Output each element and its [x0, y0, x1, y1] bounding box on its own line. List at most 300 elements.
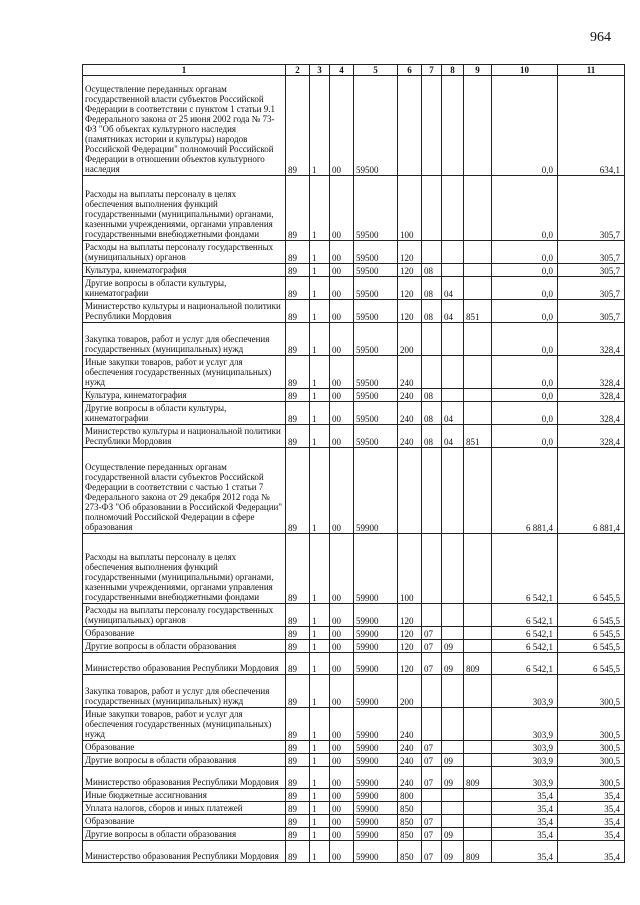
cell-col5: 59900 [354, 754, 398, 767]
cell-col5: 59500 [354, 425, 398, 448]
cell-col8: 09 [442, 828, 464, 841]
cell-col9: 809 [464, 841, 492, 863]
header-cell: 6 [398, 65, 422, 76]
cell-col5: 59900 [354, 534, 398, 604]
cell-col7 [422, 604, 442, 627]
cell-col2: 89 [286, 604, 310, 627]
cell-col5: 59500 [354, 264, 398, 277]
header-cell: 7 [422, 65, 442, 76]
cell-col2: 89 [286, 815, 310, 828]
cell-col7 [422, 356, 442, 389]
cell-col7 [422, 675, 442, 708]
row-name: Другие вопросы в области образования [83, 754, 286, 767]
cell-col4: 00 [330, 300, 354, 323]
cell-value-col11: 6 545,5 [558, 534, 625, 604]
cell-col4: 00 [330, 323, 354, 356]
cell-value-col11: 305,7 [558, 277, 625, 300]
cell-value-col11: 328,4 [558, 323, 625, 356]
row-name: Образование [83, 815, 286, 828]
cell-col7: 07 [422, 653, 442, 675]
cell-col7: 08 [422, 402, 442, 425]
cell-col8 [442, 802, 464, 815]
cell-value-col10: 35,4 [492, 828, 558, 841]
cell-col3: 1 [310, 402, 330, 425]
cell-col5: 59900 [354, 640, 398, 653]
cell-col9 [464, 448, 492, 534]
cell-col7: 08 [422, 277, 442, 300]
cell-col3: 1 [310, 277, 330, 300]
cell-col4: 00 [330, 241, 354, 264]
cell-col3: 1 [310, 828, 330, 841]
cell-col3: 1 [310, 323, 330, 356]
table-row [83, 448, 625, 534]
table-row [83, 815, 625, 828]
cell-col6: 120 [398, 300, 422, 323]
cell-col3: 1 [310, 176, 330, 241]
cell-col7: 07 [422, 767, 442, 789]
row-name: Иные закупки товаров, работ и услуг для обеспечения государственных (муниципальных) нужд [83, 708, 286, 741]
cell-col3: 1 [310, 448, 330, 534]
cell-col7 [422, 176, 442, 241]
cell-value-col10: 0,0 [492, 176, 558, 241]
cell-col4: 00 [330, 402, 354, 425]
cell-col4: 00 [330, 815, 354, 828]
cell-col8 [442, 627, 464, 640]
cell-col9 [464, 789, 492, 802]
cell-col7: 08 [422, 264, 442, 277]
header-cell: 3 [310, 65, 330, 76]
cell-col6: 120 [398, 241, 422, 264]
cell-value-col10: 0,0 [492, 300, 558, 323]
row-name: Культура, кинематография [83, 389, 286, 402]
table-row [83, 841, 625, 863]
cell-col6: 240 [398, 708, 422, 741]
cell-col3: 1 [310, 356, 330, 389]
cell-col9 [464, 534, 492, 604]
cell-col5: 59500 [354, 356, 398, 389]
cell-col6: 800 [398, 789, 422, 802]
table-row [83, 627, 625, 640]
cell-col5: 59900 [354, 802, 398, 815]
table-row [83, 425, 625, 448]
row-name: Другие вопросы в области образования [83, 828, 286, 841]
cell-col2: 89 [286, 789, 310, 802]
table-row [83, 176, 625, 241]
cell-col3: 1 [310, 241, 330, 264]
row-name: Другие вопросы в области культуры, кинематографии [83, 277, 286, 300]
row-name: Закупка товаров, работ и услуг для обеспечения государственных (муниципальных) нужд [83, 323, 286, 356]
cell-col7 [422, 802, 442, 815]
cell-col9 [464, 802, 492, 815]
row-name: Осуществление переданных органам государственной власти субъектов Российской Федерации в соответствии с пунктом 1 статьи 9.1 Федерального закона от 25 июня 2002 года № 73-ФЗ "Об объектах культурного наследия (памятниках истории и культуры) народов Российской Федерации" полномочий Российской Федерации в отношении объектов культурного наследия [83, 76, 286, 176]
table-row [83, 708, 625, 741]
cell-col8 [442, 604, 464, 627]
cell-col8 [442, 389, 464, 402]
table-row [83, 640, 625, 653]
cell-value-col11: 305,7 [558, 176, 625, 241]
cell-col8 [442, 264, 464, 277]
table-row [83, 241, 625, 264]
table-row [83, 828, 625, 841]
cell-col6: 120 [398, 277, 422, 300]
cell-col9 [464, 277, 492, 300]
cell-col3: 1 [310, 754, 330, 767]
cell-value-col10: 6 542,1 [492, 640, 558, 653]
cell-col2: 89 [286, 323, 310, 356]
cell-value-col10: 6 542,1 [492, 604, 558, 627]
header-cell: 4 [330, 65, 354, 76]
cell-col9 [464, 754, 492, 767]
cell-col2: 89 [286, 675, 310, 708]
cell-col3: 1 [310, 76, 330, 176]
table-row [83, 604, 625, 627]
cell-col9 [464, 402, 492, 425]
cell-col6: 100 [398, 534, 422, 604]
cell-col8: 04 [442, 277, 464, 300]
cell-col3: 1 [310, 675, 330, 708]
cell-value-col11: 300,5 [558, 767, 625, 789]
page-number: 964 [590, 30, 611, 45]
cell-col8 [442, 176, 464, 241]
cell-col7 [422, 323, 442, 356]
cell-col8 [442, 815, 464, 828]
table-row [83, 675, 625, 708]
cell-value-col11: 300,5 [558, 675, 625, 708]
cell-col4: 00 [330, 789, 354, 802]
cell-col4: 00 [330, 653, 354, 675]
cell-col6: 850 [398, 841, 422, 863]
cell-col2: 89 [286, 640, 310, 653]
cell-col6: 240 [398, 754, 422, 767]
cell-col2: 89 [286, 754, 310, 767]
cell-col9 [464, 627, 492, 640]
cell-col9: 851 [464, 425, 492, 448]
cell-col5: 59500 [354, 76, 398, 176]
cell-col3: 1 [310, 802, 330, 815]
cell-col8: 09 [442, 767, 464, 789]
row-name: Расходы на выплаты персоналу государственных (муниципальных) органов [83, 241, 286, 264]
cell-col3: 1 [310, 841, 330, 863]
cell-value-col11: 328,4 [558, 425, 625, 448]
cell-value-col11: 300,5 [558, 754, 625, 767]
table-row [83, 767, 625, 789]
row-name: Министерство культуры и национальной политики Республики Мордовия [83, 425, 286, 448]
cell-col2: 89 [286, 841, 310, 863]
cell-col6: 240 [398, 356, 422, 389]
cell-col7: 07 [422, 627, 442, 640]
cell-col4: 00 [330, 277, 354, 300]
cell-col2: 89 [286, 277, 310, 300]
cell-col4: 00 [330, 708, 354, 741]
cell-col2: 89 [286, 627, 310, 640]
cell-col7: 07 [422, 754, 442, 767]
cell-col3: 1 [310, 741, 330, 754]
cell-col8 [442, 708, 464, 741]
cell-col5: 59900 [354, 741, 398, 754]
cell-value-col11: 634,1 [558, 76, 625, 176]
cell-col4: 00 [330, 389, 354, 402]
header-cell: 1 [83, 65, 286, 76]
cell-col4: 00 [330, 802, 354, 815]
table-row [83, 356, 625, 389]
cell-value-col11: 328,4 [558, 389, 625, 402]
cell-col7: 07 [422, 741, 442, 754]
table-body [83, 65, 625, 863]
cell-col3: 1 [310, 767, 330, 789]
cell-col7: 07 [422, 828, 442, 841]
row-name: Иные бюджетные ассигнования [83, 789, 286, 802]
cell-col2: 89 [286, 534, 310, 604]
table-row [83, 389, 625, 402]
cell-col5: 59900 [354, 708, 398, 741]
row-name: Расходы на выплаты персоналу в целях обеспечения выполнения функций государственными (муниципальными) органами, казенными учреждениями, органами управления государственными внебюджетными фондами [83, 176, 286, 241]
cell-col8: 09 [442, 653, 464, 675]
cell-col6: 850 [398, 828, 422, 841]
cell-col7: 07 [422, 841, 442, 863]
cell-col4: 00 [330, 627, 354, 640]
cell-value-col10: 0,0 [492, 323, 558, 356]
cell-col2: 89 [286, 402, 310, 425]
cell-col3: 1 [310, 789, 330, 802]
cell-col9 [464, 389, 492, 402]
cell-col4: 00 [330, 604, 354, 627]
cell-col8 [442, 741, 464, 754]
cell-value-col11: 35,4 [558, 802, 625, 815]
cell-value-col11: 328,4 [558, 402, 625, 425]
cell-value-col11: 6 545,5 [558, 640, 625, 653]
cell-value-col11: 300,5 [558, 708, 625, 741]
cell-col9 [464, 356, 492, 389]
cell-col8 [442, 448, 464, 534]
cell-col2: 89 [286, 241, 310, 264]
cell-col5: 59500 [354, 277, 398, 300]
cell-col2: 89 [286, 176, 310, 241]
cell-col7 [422, 241, 442, 264]
cell-value-col10: 6 881,4 [492, 448, 558, 534]
cell-col9: 809 [464, 653, 492, 675]
cell-col4: 00 [330, 176, 354, 241]
row-name: Образование [83, 741, 286, 754]
cell-col9 [464, 76, 492, 176]
table-row [83, 741, 625, 754]
cell-col2: 89 [286, 741, 310, 754]
cell-value-col11: 6 545,5 [558, 627, 625, 640]
cell-col4: 00 [330, 828, 354, 841]
row-name: Осуществление переданных органам государственной власти субъектов Российской Федерации в соответствии с частью 1 статьи 7 Федерального закона от 29 декабря 2012 года № 273-ФЗ "Об образовании в Российской Федерации" полномочий Российской Федерации в сфере образования [83, 448, 286, 534]
cell-value-col10: 303,9 [492, 767, 558, 789]
cell-value-col11: 35,4 [558, 789, 625, 802]
cell-col6: 850 [398, 802, 422, 815]
cell-col4: 00 [330, 741, 354, 754]
cell-col6: 200 [398, 323, 422, 356]
cell-value-col10: 0,0 [492, 264, 558, 277]
header-cell: 9 [464, 65, 492, 76]
cell-col7: 07 [422, 640, 442, 653]
cell-value-col11: 305,7 [558, 264, 625, 277]
cell-col9 [464, 675, 492, 708]
cell-col9: 809 [464, 767, 492, 789]
cell-col3: 1 [310, 640, 330, 653]
cell-col5: 59500 [354, 176, 398, 241]
cell-col2: 89 [286, 264, 310, 277]
cell-col8 [442, 323, 464, 356]
cell-col5: 59500 [354, 323, 398, 356]
cell-col2: 89 [286, 653, 310, 675]
cell-value-col11: 6 545,5 [558, 653, 625, 675]
header-cell: 2 [286, 65, 310, 76]
cell-col8: 04 [442, 300, 464, 323]
cell-col6: 120 [398, 264, 422, 277]
cell-value-col10: 303,9 [492, 754, 558, 767]
cell-col5: 59900 [354, 767, 398, 789]
cell-col3: 1 [310, 389, 330, 402]
row-name: Другие вопросы в области культуры, кинематографии [83, 402, 286, 425]
cell-col9 [464, 815, 492, 828]
cell-col3: 1 [310, 604, 330, 627]
cell-col4: 00 [330, 448, 354, 534]
cell-col5: 59900 [354, 789, 398, 802]
table-row [83, 402, 625, 425]
cell-value-col10: 303,9 [492, 708, 558, 741]
cell-col3: 1 [310, 425, 330, 448]
cell-value-col10: 35,4 [492, 789, 558, 802]
cell-value-col10: 303,9 [492, 741, 558, 754]
cell-col8: 09 [442, 754, 464, 767]
row-name: Другие вопросы в области образования [83, 640, 286, 653]
row-name: Образование [83, 627, 286, 640]
cell-col9 [464, 604, 492, 627]
cell-col8 [442, 534, 464, 604]
cell-col6: 120 [398, 653, 422, 675]
cell-value-col11: 35,4 [558, 841, 625, 863]
table-row [83, 300, 625, 323]
row-name: Расходы на выплаты персоналу в целях обеспечения выполнения функций государственными (муниципальными) органами, казенными учреждениями, органами управления государственными внебюджетными фондами [83, 534, 286, 604]
cell-col5: 59900 [354, 627, 398, 640]
row-name: Уплата налогов, сборов и иных платежей [83, 802, 286, 815]
cell-col2: 89 [286, 448, 310, 534]
cell-col4: 00 [330, 640, 354, 653]
table-row [83, 277, 625, 300]
cell-value-col10: 35,4 [492, 815, 558, 828]
cell-col7 [422, 448, 442, 534]
cell-col5: 59900 [354, 828, 398, 841]
cell-col5: 59900 [354, 653, 398, 675]
cell-value-col10: 0,0 [492, 402, 558, 425]
cell-col5: 59900 [354, 448, 398, 534]
cell-col4: 00 [330, 675, 354, 708]
cell-col8 [442, 356, 464, 389]
header-cell: 8 [442, 65, 464, 76]
cell-col5: 59500 [354, 402, 398, 425]
cell-col6: 200 [398, 675, 422, 708]
cell-col8: 04 [442, 425, 464, 448]
cell-col7: 07 [422, 815, 442, 828]
header-cell: 10 [492, 65, 558, 76]
cell-col4: 00 [330, 767, 354, 789]
row-name: Министерство образования Республики Мордовия [83, 767, 286, 789]
cell-col7 [422, 789, 442, 802]
cell-value-col10: 6 542,1 [492, 627, 558, 640]
table-row [83, 76, 625, 176]
cell-value-col10: 35,4 [492, 841, 558, 863]
cell-col2: 89 [286, 76, 310, 176]
cell-col6: 100 [398, 176, 422, 241]
cell-col5: 59900 [354, 815, 398, 828]
cell-col3: 1 [310, 708, 330, 741]
table-row [83, 653, 625, 675]
cell-col6: 120 [398, 604, 422, 627]
cell-col3: 1 [310, 653, 330, 675]
row-name: Министерство культуры и национальной политики Республики Мордовия [83, 300, 286, 323]
cell-col9 [464, 264, 492, 277]
cell-col3: 1 [310, 264, 330, 277]
cell-value-col11: 6 545,5 [558, 604, 625, 627]
row-name: Культура, кинематография [83, 264, 286, 277]
cell-col5: 59500 [354, 389, 398, 402]
cell-value-col11: 305,7 [558, 300, 625, 323]
budget-table [82, 64, 625, 863]
table-header-row [83, 65, 625, 76]
cell-col2: 89 [286, 767, 310, 789]
cell-col6: 120 [398, 627, 422, 640]
cell-col4: 00 [330, 425, 354, 448]
cell-col9 [464, 323, 492, 356]
cell-value-col11: 35,4 [558, 828, 625, 841]
header-cell: 5 [354, 65, 398, 76]
cell-col9 [464, 741, 492, 754]
cell-col8 [442, 789, 464, 802]
table-row [83, 802, 625, 815]
cell-value-col10: 0,0 [492, 425, 558, 448]
cell-value-col11: 6 881,4 [558, 448, 625, 534]
cell-col2: 89 [286, 300, 310, 323]
cell-col4: 00 [330, 356, 354, 389]
cell-col6: 120 [398, 640, 422, 653]
cell-col8 [442, 76, 464, 176]
cell-col8 [442, 241, 464, 264]
cell-col2: 89 [286, 828, 310, 841]
cell-col8: 04 [442, 402, 464, 425]
cell-col6 [398, 76, 422, 176]
cell-value-col10: 0,0 [492, 76, 558, 176]
cell-col7: 08 [422, 300, 442, 323]
row-name: Закупка товаров, работ и услуг для обеспечения государственных (муниципальных) нужд [83, 675, 286, 708]
cell-col2: 89 [286, 708, 310, 741]
cell-value-col10: 303,9 [492, 675, 558, 708]
cell-col6: 240 [398, 767, 422, 789]
cell-col9: 851 [464, 300, 492, 323]
row-name: Расходы на выплаты персоналу государственных (муниципальных) органов [83, 604, 286, 627]
table-row [83, 534, 625, 604]
cell-col6: 240 [398, 425, 422, 448]
cell-col2: 89 [286, 356, 310, 389]
cell-col6 [398, 448, 422, 534]
row-name: Иные закупки товаров, работ и услуг для обеспечения государственных (муниципальных) нужд [83, 356, 286, 389]
cell-col4: 00 [330, 76, 354, 176]
table-row [83, 323, 625, 356]
cell-col4: 00 [330, 534, 354, 604]
cell-col3: 1 [310, 534, 330, 604]
cell-col4: 00 [330, 841, 354, 863]
row-name: Министерство образования Республики Мордовия [83, 841, 286, 863]
cell-col3: 1 [310, 300, 330, 323]
row-name: Министерство образования Республики Мордовия [83, 653, 286, 675]
cell-col6: 240 [398, 402, 422, 425]
cell-value-col11: 35,4 [558, 815, 625, 828]
cell-col5: 59900 [354, 604, 398, 627]
cell-value-col11: 305,7 [558, 241, 625, 264]
cell-col7: 08 [422, 389, 442, 402]
